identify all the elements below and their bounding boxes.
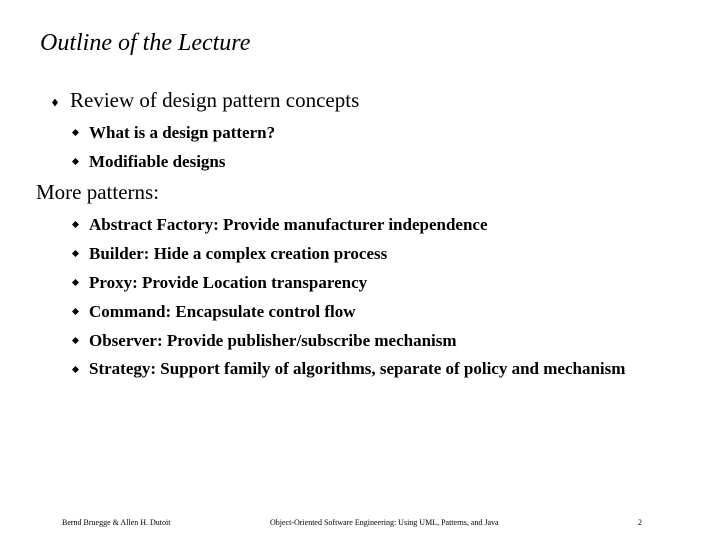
bullet-icon	[72, 366, 79, 373]
bullet-icon	[72, 158, 79, 165]
review-list	[72, 118, 275, 176]
bullet-icon	[72, 279, 79, 286]
patterns-list	[72, 210, 629, 380]
footer-book-title: Object-Oriented Software Engineering: Using UML, Patterns, and Java	[270, 518, 499, 527]
bullet-icon	[72, 308, 79, 315]
bullet-icon	[72, 337, 79, 344]
diamond-bullet-icon	[52, 99, 58, 107]
list-item: Strategy: Support family of algorithms, separate of policy and mechanism	[72, 358, 629, 380]
footer-page-number: 2	[638, 518, 642, 527]
list-item: Builder: Hide a complex creation process	[72, 239, 629, 268]
bullet-icon	[72, 250, 79, 257]
list-item: Proxy: Provide Location transparency	[72, 268, 629, 297]
bullet-icon	[72, 221, 79, 228]
section-review-label: Review of design pattern concepts	[70, 88, 360, 112]
list-item: What is a design pattern?	[72, 118, 275, 147]
list-item: Modifiable designs	[72, 147, 275, 176]
bullet-icon	[72, 129, 79, 136]
section-more-patterns: More patterns:	[36, 180, 160, 204]
list-item: Abstract Factory: Provide manufacturer independence	[72, 210, 629, 239]
section-review	[52, 88, 359, 113]
slide-title: Outline of the Lecture	[40, 30, 251, 56]
footer-authors: Bernd Bruegge & Allen H. Dutoit	[62, 518, 171, 527]
list-item: Observer: Provide publisher/subscribe mechanism	[72, 326, 629, 355]
list-item: Command: Encapsulate control flow	[72, 297, 629, 326]
